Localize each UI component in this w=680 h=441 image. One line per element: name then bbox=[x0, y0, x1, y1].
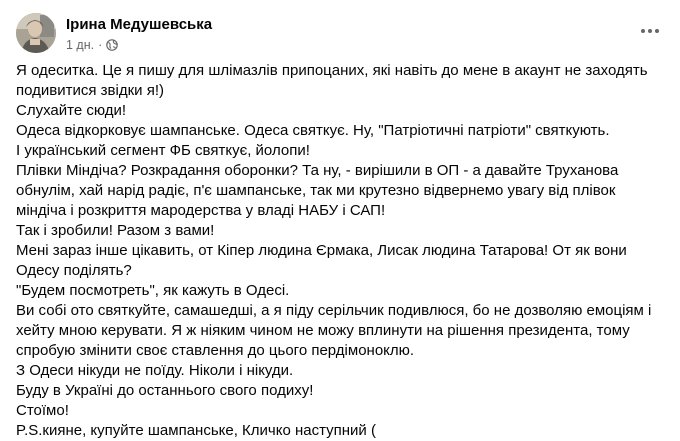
post-timestamp[interactable]: 1 дн. bbox=[66, 38, 95, 52]
post-paragraph: "Будем посмотреть", як кажуть в Одесі. bbox=[16, 282, 290, 299]
post-paragraph: І український сегмент ФБ святкує, йолопи! bbox=[16, 142, 310, 159]
post-paragraph: Так і зробили! Разом з вами! bbox=[16, 222, 215, 239]
post-paragraph: P.S.кияне, купуйте шампанське, Кличко наступний ( bbox=[16, 422, 376, 439]
post-paragraph: Слухайте сюди! bbox=[16, 102, 127, 119]
user-avatar-icon bbox=[16, 13, 56, 53]
more-horizontal-icon bbox=[640, 28, 660, 34]
post-paragraph: Я одеситка. Це я пишу для шлімазлів припоцаних, які навіть до мене в акаунт не заходять подивитися звідки я!) bbox=[16, 62, 648, 99]
post-paragraph: Буду в Україні до останнього свого подиху! bbox=[16, 382, 314, 399]
more-options-button[interactable] bbox=[632, 19, 668, 43]
post-meta bbox=[66, 37, 118, 53]
post-paragraph: Стоїмо! bbox=[16, 402, 69, 419]
post-paragraph: Одеса відкорковує шампанське. Одеса святкує. Ну, "Патріотичні патріоти" святкують. bbox=[16, 122, 610, 139]
avatar[interactable] bbox=[16, 13, 56, 53]
meta-separator: · bbox=[98, 38, 103, 52]
post-paragraph: Мені зараз інше цікавить, от Кіпер людина Єрмака, Лисак людина Татарова! От як вони Одесу поділять? bbox=[16, 242, 627, 279]
post-body bbox=[16, 61, 666, 441]
post-paragraph: Плівки Міндіча? Розкрадання оборонки? Та ну, - вирішили в ОП - а давайте Труханова обнулім, хай нарід радіє, п'є шампанське, так ми крутезно відвернемо увагу від плівок міндіча і розкриття мародерства у владі НАБУ і САП! bbox=[16, 162, 619, 219]
post-header bbox=[16, 13, 668, 57]
globe-icon[interactable] bbox=[106, 39, 118, 51]
post-paragraph: З Одеси нікуди не поїду. Ніколи і нікуди. bbox=[16, 362, 294, 379]
post-paragraph: Ви собі ото святкуйте, самашедші, а я піду серільчик подивлюся, бо не дозволяю емоціям і хейту мною керувати. Я ж ніяким чином не можу вплинути на рішення президента, тому спробую змінити своє ставлення до цього пердімоноклю. bbox=[16, 302, 652, 359]
author-name[interactable]: Ірина Медушевська bbox=[66, 16, 213, 33]
